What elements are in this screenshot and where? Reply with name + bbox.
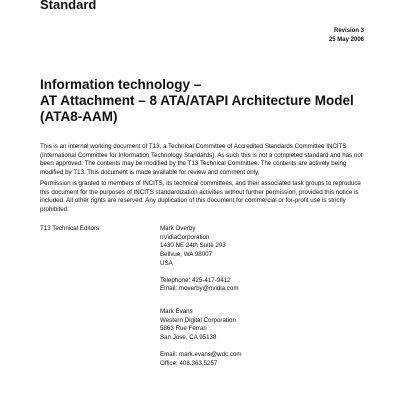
editor-name: Mark Overby <box>160 225 196 232</box>
editor-address-line-2: Bellvue, WA 98007 <box>160 251 213 259</box>
title-line-1: Information technology – <box>40 77 202 92</box>
document-header: Standard <box>40 0 97 12</box>
editor-company: Western Digital Corporation <box>160 316 236 324</box>
editor-email: Email: moverby@nvidia.com <box>160 285 239 293</box>
editor-contact-overby <box>160 225 239 294</box>
revision-block <box>329 27 364 45</box>
editor-name: Mark Evans <box>160 308 193 315</box>
editor-office-phone: Office: 408.363.5257 <box>160 359 218 367</box>
editor-address-line-1: 5863 Rue Ferrari <box>160 325 207 333</box>
editor-phone: Telephone: 425-417-9412 <box>160 276 231 284</box>
document-title <box>40 77 370 125</box>
editor-company: nVidiaCorporation <box>160 233 210 241</box>
revision-date: 25 May 2006 <box>328 37 364 43</box>
editor-email: Email: mark.evans@wdc.com <box>160 350 242 358</box>
title-line-3: (ATA8-AAM) <box>40 109 118 124</box>
permission-notice: Permission is granted to members of INCITS, its technical committees, and their associated task groups to reproduce this document for the purposes of INCITS standardization activities without further permission, provided this notice is included. All other rights are reserved. Any duplication of this document for commercial or for-profit use is strictly prohibited. <box>40 180 361 214</box>
title-line-2: AT Attachment – 8 ATA/ATAPI Architecture Model <box>40 93 354 108</box>
editor-country: USA <box>160 259 173 267</box>
editor-contact-evans <box>160 308 242 368</box>
editors-label: T13 Technical Editors: <box>40 225 101 232</box>
revision-number: Revision 3 <box>333 28 364 34</box>
editor-address-line-1: 1430 NE 24th Suite 203 <box>160 242 226 250</box>
editor-address-line-2: San Jose, CA 95138 <box>160 334 217 342</box>
working-document-notice: This is an internal working document of T13, a Technical Committee of Accredited Standards Committee INCITS (International Committee for Information Technology Standards). As such this is not a completed standard and has not been approved. The contents may be modified by the T13 Technical Committee. The contents are actively being modified by T13. This document is made available for review and comment only. <box>40 143 363 177</box>
